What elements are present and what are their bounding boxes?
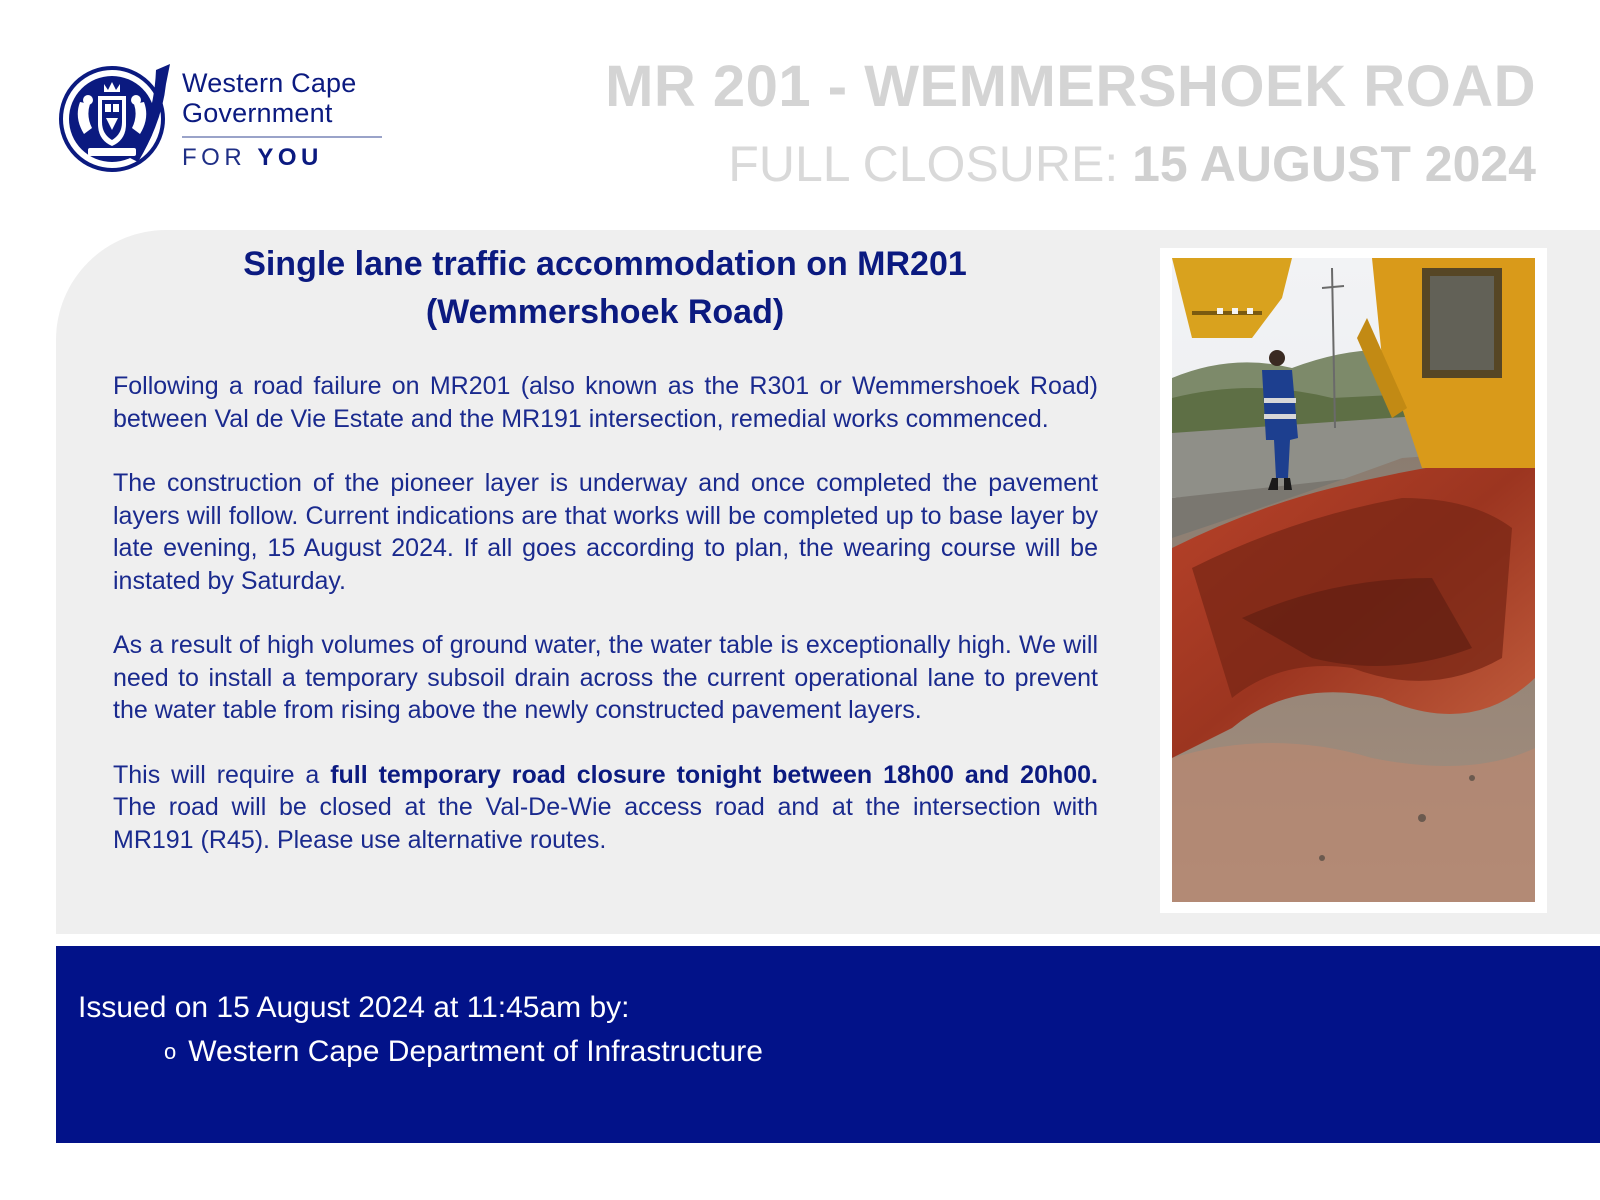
paragraph-4 xyxy=(113,759,1098,857)
bullet-marker: o xyxy=(164,1039,177,1064)
logo-name xyxy=(182,68,357,128)
headline-line-1: Single lane traffic accommodation on MR201 xyxy=(243,245,967,283)
logo-line-2: Government xyxy=(182,98,333,128)
paragraph-3: As a result of high volumes of ground water, the water table is exceptionally high. We will need to install a temporary subsoil drain across the current operational lane to prevent the water table from rising above the newly constructed pavement layers. xyxy=(113,631,1098,724)
paragraph-4-start: This will require a xyxy=(113,760,331,789)
closure-label: FULL CLOSURE: xyxy=(728,136,1133,192)
page-title: MR 201 - WEMMERSHOEK ROAD xyxy=(605,54,1536,119)
paragraph-2: The construction of the pioneer layer is underway and once completed the pavement layers will follow. Current indications are that works will be completed up to base layer by late evening, 15 August 2024. If all goes according to plan, the wearing course will be instated by Saturday. xyxy=(113,469,1098,595)
closure-time-highlight: full temporary road closure tonight between 18h00 and 20h00. xyxy=(330,760,1098,789)
coat-of-arms-icon xyxy=(58,62,172,176)
logo-divider xyxy=(182,136,382,138)
notice-body xyxy=(113,370,1098,888)
logo-tagline xyxy=(182,144,323,172)
issuing-department xyxy=(164,1032,763,1072)
logo-line-1: Western Cape xyxy=(182,68,357,98)
issued-by-footer xyxy=(56,946,1600,1143)
closure-date: 15 AUGUST 2024 xyxy=(1132,136,1536,192)
issued-statement: Issued on 15 August 2024 at 11:45am by: xyxy=(78,991,630,1024)
roadworks-photo xyxy=(1172,258,1535,902)
closure-subtitle xyxy=(728,134,1536,194)
notice-headline xyxy=(150,240,1060,336)
paragraph-4-end: The road will be closed at the Val-De-Wie access road and at the intersection with MR191 (R45). Please use alternative routes. xyxy=(113,793,1098,854)
headline-line-2: (Wemmershoek Road) xyxy=(425,293,785,331)
department-name: Western Cape Department of Infrastructure xyxy=(188,1035,763,1068)
excavation-scene-illustration xyxy=(1172,258,1535,902)
tagline-for: FOR xyxy=(182,144,247,171)
paragraph-1: Following a road failure on MR201 (also known as the R301 or Wemmershoek Road) between Val de Vie Estate and the MR191 intersection, remedial works commenced. xyxy=(113,372,1098,433)
tagline-you: YOU xyxy=(257,144,323,171)
western-cape-government-logo xyxy=(58,62,388,177)
